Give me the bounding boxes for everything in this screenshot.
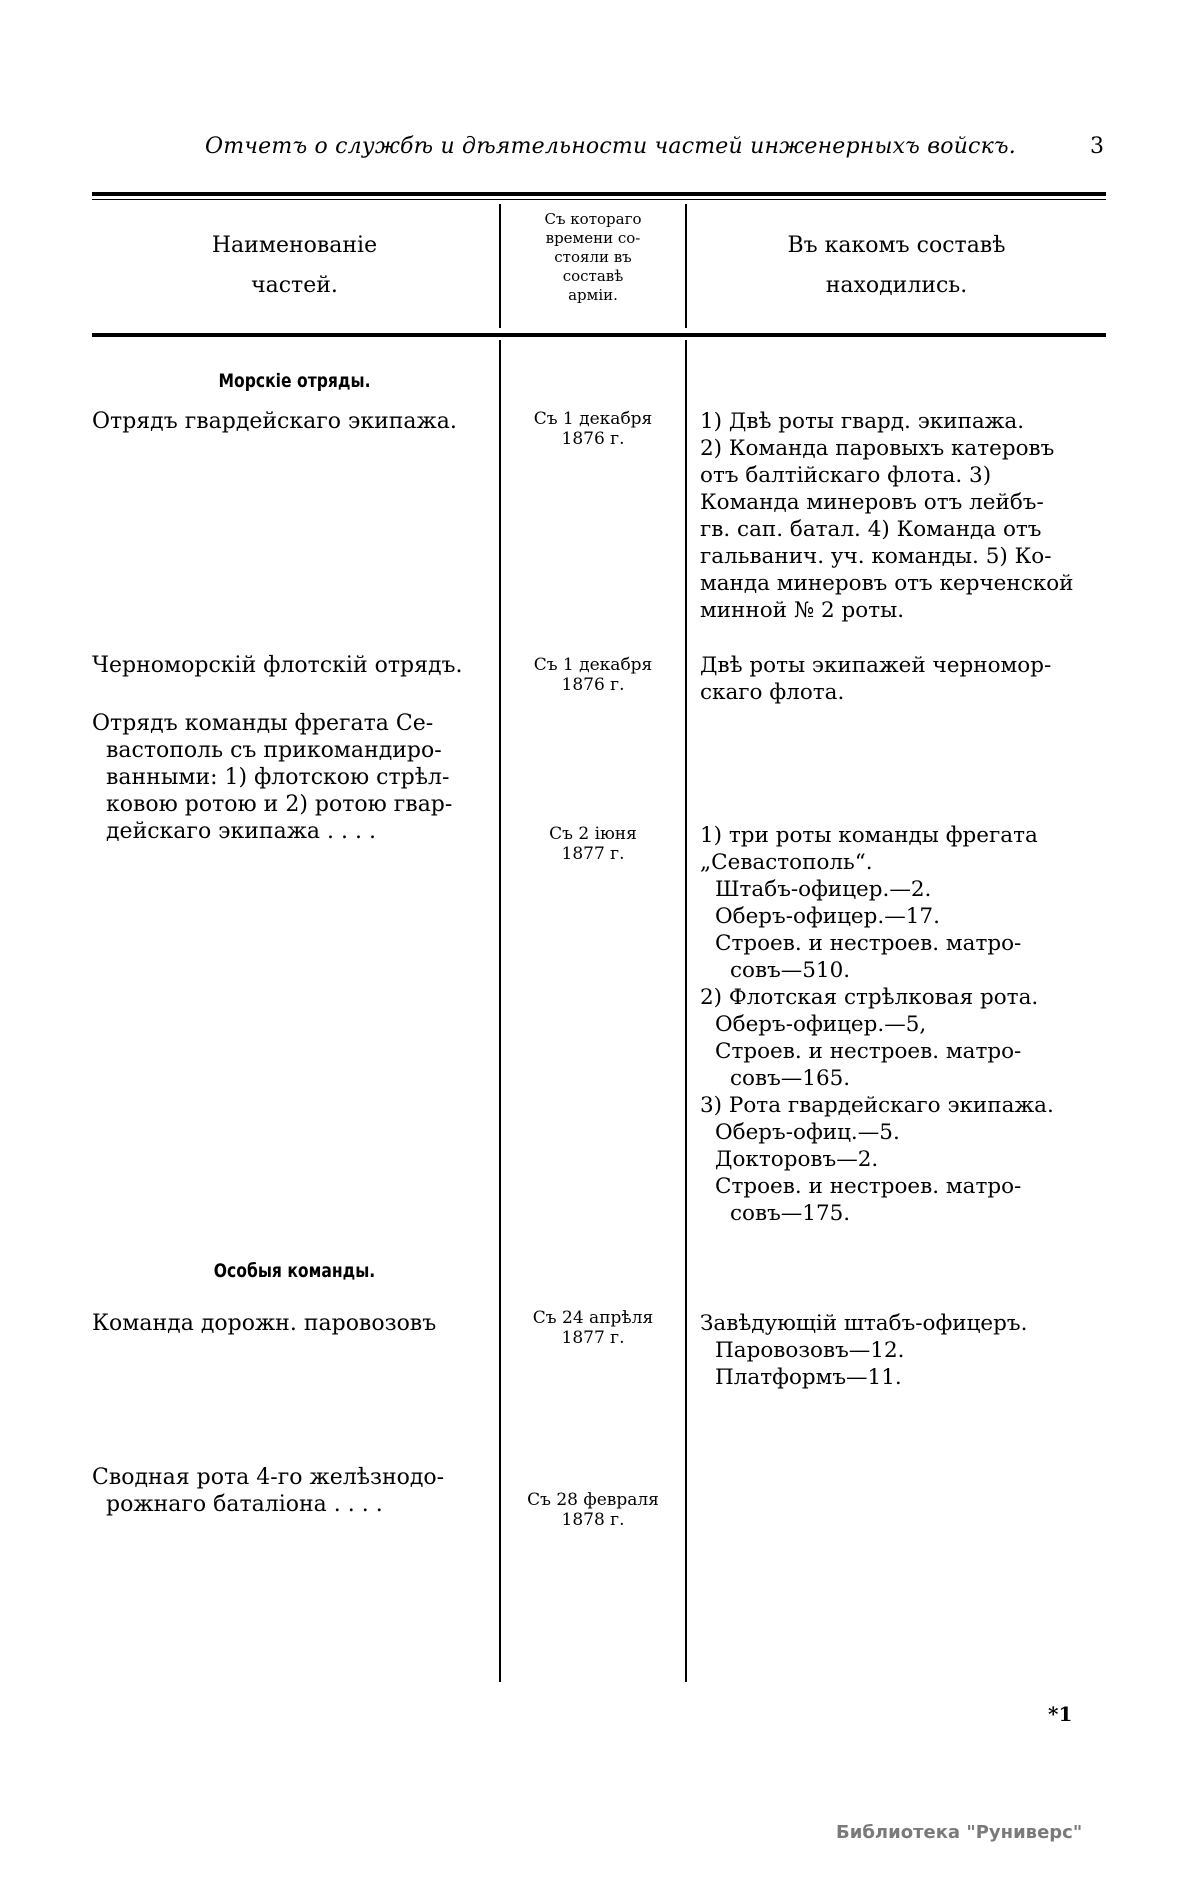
header-composition-line: Въ какомъ составѣ bbox=[787, 233, 1006, 258]
row-date-line: Съ 2 іюня bbox=[549, 824, 637, 844]
composition-line: манда минеровъ отъ керченской bbox=[700, 571, 1074, 596]
column-divider-1 bbox=[499, 340, 501, 1682]
header-since-line: Съ котораго bbox=[544, 210, 642, 228]
header-since-line: времени со- bbox=[545, 229, 641, 247]
header-bottom-rule bbox=[92, 333, 1106, 337]
header-name bbox=[92, 226, 497, 306]
row-date-line: 1876 г. bbox=[561, 429, 625, 449]
row-composition bbox=[700, 1310, 1108, 1391]
composition-line: Завѣдующій штабъ-офицеръ. bbox=[700, 1311, 1028, 1336]
header-since bbox=[501, 210, 685, 305]
signature-mark: *1 bbox=[1048, 1702, 1073, 1726]
row-name-line: Команда дорожн. паровозовъ bbox=[92, 1311, 437, 1336]
composition-line: Строев. и нестроев. матро- bbox=[715, 931, 1022, 956]
composition-line: Оберъ-офицер.—5, bbox=[715, 1012, 927, 1037]
composition-line: Оберъ-офиц.—5. bbox=[715, 1120, 900, 1145]
column-divider-2 bbox=[685, 340, 687, 1682]
composition-line: „Севастополь“. bbox=[700, 850, 873, 875]
row-composition bbox=[700, 652, 1108, 706]
table-top-rule bbox=[92, 192, 1106, 196]
row-date bbox=[501, 409, 685, 449]
header-name-line: Наименованіе bbox=[211, 233, 378, 258]
row-name bbox=[92, 652, 497, 679]
row-date-line: Съ 1 декабря bbox=[533, 409, 653, 429]
row-name-line: ковою ротою и 2) ротою гвар- bbox=[106, 792, 453, 817]
row-name bbox=[92, 408, 497, 435]
section-title: Морскіе отряды. bbox=[218, 370, 371, 392]
composition-line: Команда минеровъ отъ лейбъ- bbox=[700, 490, 1044, 515]
row-name-line: дейскаго экипажа . . . . bbox=[106, 819, 376, 844]
composition-line: Строев. и нестроев. матро- bbox=[715, 1174, 1022, 1199]
row-date bbox=[501, 655, 685, 695]
composition-line: 1) три роты команды фрегата bbox=[700, 823, 1038, 848]
section-title: Особыя команды. bbox=[213, 1260, 376, 1282]
library-watermark: Библиотека "Руниверс" bbox=[836, 1822, 1083, 1843]
row-name-line: Черноморскій флотскій отрядъ. bbox=[92, 653, 463, 678]
composition-line: 1) Двѣ роты гвард. экипажа. bbox=[700, 409, 1025, 434]
header-composition-line: находились. bbox=[825, 273, 968, 298]
composition-line: Оберъ-офицер.—17. bbox=[715, 904, 940, 929]
composition-line: Докторовъ—2. bbox=[715, 1147, 879, 1172]
row-date-line: 1877 г. bbox=[561, 844, 625, 864]
composition-line: Штабъ-офицер.—2. bbox=[715, 877, 932, 902]
composition-line: совъ—175. bbox=[730, 1201, 851, 1226]
composition-line: Строев. и нестроев. матро- bbox=[715, 1039, 1022, 1064]
row-name-line: рожнаго баталіона . . . . bbox=[106, 1492, 383, 1517]
row-composition bbox=[700, 822, 1108, 1227]
page-number: 3 bbox=[1090, 134, 1104, 159]
composition-line: скаго флота. bbox=[700, 680, 845, 705]
row-date bbox=[501, 1490, 685, 1530]
row-date bbox=[501, 1308, 685, 1348]
row-name bbox=[92, 1464, 490, 1518]
header-name-line: частей. bbox=[251, 273, 338, 298]
composition-line: Паровозовъ—12. bbox=[715, 1338, 905, 1363]
table-top-rule-thin bbox=[92, 199, 1106, 200]
header-since-line: арміи. bbox=[568, 286, 618, 304]
header-composition bbox=[687, 226, 1106, 306]
row-date-line: 1877 г. bbox=[561, 1328, 625, 1348]
composition-line: минной № 2 роты. bbox=[700, 598, 905, 623]
header-since-line: стояли въ bbox=[554, 248, 632, 266]
row-name bbox=[92, 1310, 497, 1337]
composition-line: 2) Флотская стрѣлковая рота. bbox=[700, 985, 1039, 1010]
row-date-line: 1876 г. bbox=[561, 675, 625, 695]
row-date-line: 1878 г. bbox=[561, 1510, 625, 1530]
composition-line: гальванич. уч. команды. 5) Ко- bbox=[700, 544, 1052, 569]
row-date-line: Съ 28 февраля bbox=[527, 1490, 659, 1510]
row-name-line: Сводная рота 4-го желѣзнодо- bbox=[92, 1465, 445, 1490]
composition-line: гв. сап. батал. 4) Команда отъ bbox=[700, 517, 1042, 542]
row-composition bbox=[700, 408, 1108, 624]
row-date-line: Съ 1 декабря bbox=[533, 655, 653, 675]
row-name-line: вастополь съ прикомандиро- bbox=[106, 738, 442, 763]
composition-line: отъ балтійскаго флота. 3) bbox=[700, 463, 992, 488]
row-name-line: ванными: 1) флотскою стрѣл- bbox=[106, 765, 450, 790]
row-date-line: Съ 24 апрѣля bbox=[532, 1308, 654, 1328]
running-head: Отчетъ о службѣ и дѣятельности частей инженерныхъ войскъ. bbox=[205, 134, 1016, 159]
header-since-line: составѣ bbox=[562, 267, 624, 285]
row-name-line: Отрядъ гвардейскаго экипажа. bbox=[92, 409, 457, 434]
composition-line: Двѣ роты экипажей черномор- bbox=[700, 653, 1052, 678]
row-name bbox=[92, 710, 490, 845]
composition-line: 2) Команда паровыхъ катеровъ bbox=[700, 436, 1055, 461]
composition-line: 3) Рота гвардейскаго экипажа. bbox=[700, 1093, 1054, 1118]
composition-line: совъ—165. bbox=[730, 1066, 851, 1091]
row-date bbox=[501, 824, 685, 864]
composition-line: Платформъ—11. bbox=[715, 1365, 902, 1390]
row-name-line: Отрядъ команды фрегата Се- bbox=[92, 711, 434, 736]
composition-line: совъ—510. bbox=[730, 958, 851, 983]
